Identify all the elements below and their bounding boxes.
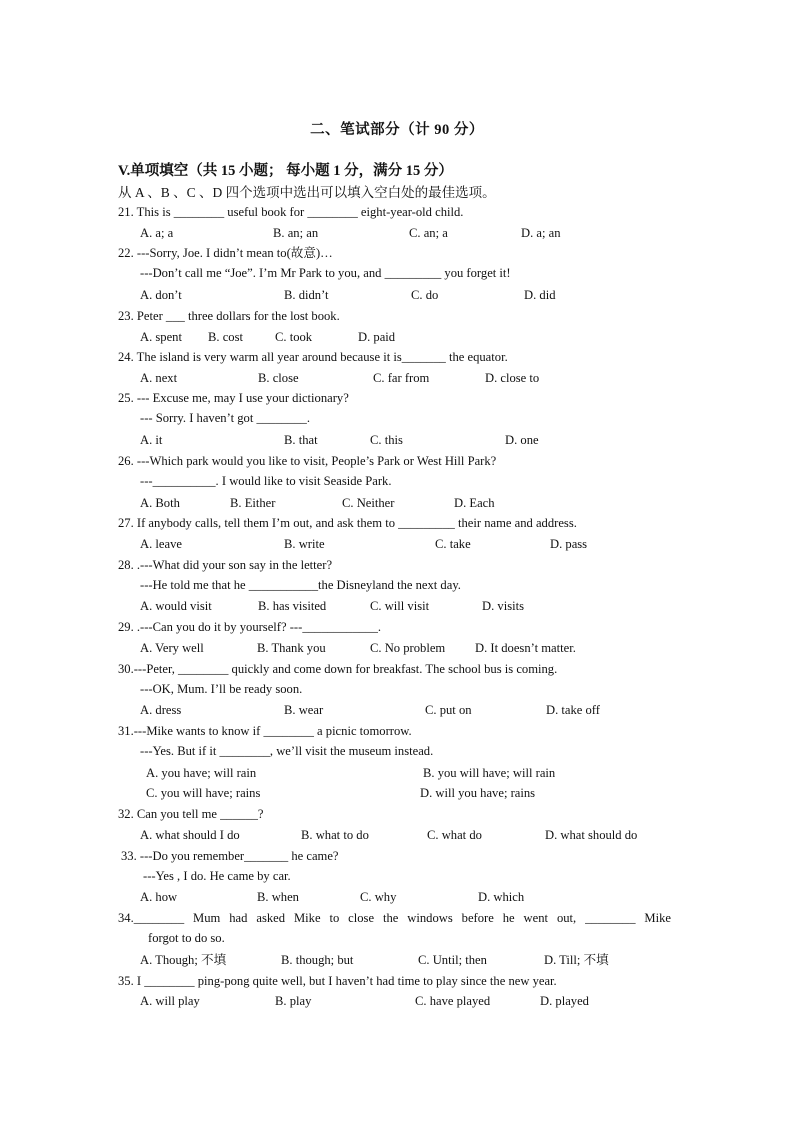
option-a: A. it — [140, 433, 163, 447]
question-stem: 26. ---Which park would you like to visit, People’s Park or West Hill Park? — [118, 454, 497, 468]
option-b: B. has visited — [258, 599, 327, 613]
option-d: D. take off — [546, 703, 600, 717]
option-d: D. pass — [550, 537, 588, 551]
question-stem-line: --- Sorry. I haven’t got ________. — [140, 411, 310, 425]
option-c: C. what do — [427, 828, 482, 842]
option-c: C. Neither — [342, 496, 395, 510]
option-a: A. spent — [140, 330, 182, 344]
option-b: B. what to do — [301, 828, 369, 842]
question-stem-line: ---He told me that he ___________the Disneyland the next day. — [140, 578, 461, 592]
question-stem: 24. The island is very warm all year around because it is_______ the equator. — [118, 350, 508, 364]
option-c: C. far from — [373, 371, 430, 385]
option-a: A. don’t — [140, 288, 182, 302]
option-b: B. that — [284, 433, 318, 447]
option-d: D. did — [524, 288, 556, 302]
option-a: A. a; a — [140, 226, 174, 240]
option-c: C. took — [275, 330, 313, 344]
option-d: D. a; an — [521, 226, 561, 240]
option-b: B. an; an — [273, 226, 319, 240]
option-c: C. will visit — [370, 599, 430, 613]
question-stem: 33. ---Do you remember_______ he came? — [121, 849, 339, 863]
option-d: D. what should do — [545, 828, 638, 842]
question-stem: 23. Peter ___ three dollars for the lost book. — [118, 309, 340, 323]
option-c: C. No problem — [370, 641, 446, 655]
section-instruction: 从 A 、B 、C 、D 四个选项中选出可以填入空白处的最佳选项。 — [118, 185, 496, 200]
option-a: A. Though; 不填 — [140, 953, 227, 967]
option-a: A. how — [140, 890, 178, 904]
question-stem: 35. I ________ ping-pong quite well, but I haven’t had time to play since the new year. — [118, 974, 557, 988]
option-a: A. Very well — [140, 641, 204, 655]
question-stem: 30.---Peter, ________ quickly and come down for breakfast. The school bus is coming. — [118, 662, 558, 676]
option-d: D. It doesn’t matter. — [475, 641, 576, 655]
question-stem: 31.---Mike wants to know if ________ a picnic tomorrow. — [118, 724, 412, 738]
option-c: C. put on — [425, 703, 472, 717]
option-c: C. do — [411, 288, 439, 302]
question-stem-line: ---Yes. But if it ________, we’ll visit the museum instead. — [140, 744, 434, 758]
question-stem: 34.________ Mum had asked Mike to close the windows before he went out, ________ Mike — [118, 911, 671, 925]
option-a: A. Both — [140, 496, 180, 510]
question-stem: 27. If anybody calls, tell them I’m out, and ask them to _________ their name and address. — [118, 516, 577, 530]
option-b: B. wear — [284, 703, 324, 717]
option-b: B. cost — [208, 330, 243, 344]
option-d: D. played — [540, 994, 589, 1008]
option-b: B. you will have; will rain — [423, 766, 556, 780]
question-stem-line: forgot to do so. — [148, 931, 225, 945]
question-stem: 32. Can you tell me ______? — [118, 807, 264, 821]
option-c: C. Until; then — [418, 953, 487, 967]
option-b: B. write — [284, 537, 325, 551]
question-stem-line: ---__________. I would like to visit Seaside Park. — [140, 474, 392, 488]
question-stem: 28. .---What did your son say in the letter? — [118, 558, 333, 572]
question-stem: 25. --- Excuse me, may I use your dictionary? — [118, 391, 349, 405]
option-d: D. Each — [454, 496, 495, 510]
option-a: A. would visit — [140, 599, 212, 613]
option-b: B. close — [258, 371, 299, 385]
option-d: D. will you have; rains — [420, 786, 536, 800]
option-a: A. next — [140, 371, 178, 385]
question-stem: 22. ---Sorry, Joe. I didn’t mean to(故意)… — [118, 246, 333, 260]
option-d: D. visits — [482, 599, 524, 613]
option-b: B. play — [275, 994, 312, 1008]
option-a: A. dress — [140, 703, 182, 717]
option-d: D. paid — [358, 330, 396, 344]
option-d: D. close to — [485, 371, 540, 385]
question-stem: 29. .---Can you do it by yourself? ---____________. — [118, 620, 382, 634]
option-c: C. you will have; rains — [146, 786, 261, 800]
option-c: C. why — [360, 890, 397, 904]
option-a: A. will play — [140, 994, 200, 1008]
option-c: C. an; a — [409, 226, 448, 240]
option-d: D. one — [505, 433, 539, 447]
question-stem-line: ---OK, Mum. I’ll be ready soon. — [140, 682, 303, 696]
option-a: A. you have; will rain — [146, 766, 257, 780]
option-d: D. Till; 不填 — [544, 953, 609, 967]
option-a: A. leave — [140, 537, 182, 551]
page-title: 二、笔试部分（计 90 分） — [310, 122, 484, 138]
option-a: A. what should I do — [140, 828, 240, 842]
question-stem: 21. This is ________ useful book for ________ eight-year-old child. — [118, 205, 464, 219]
option-c: C. take — [435, 537, 471, 551]
option-b: B. when — [257, 890, 299, 904]
option-c: C. have played — [415, 994, 491, 1008]
option-c: C. this — [370, 433, 403, 447]
option-b: B. Either — [230, 496, 276, 510]
question-stem-line: ---Don’t call me “Joe”. I’m Mr Park to you, and _________ you forget it! — [140, 266, 511, 280]
option-d: D. which — [478, 890, 525, 904]
option-b: B. Thank you — [257, 641, 326, 655]
section-heading: V.单项填空（共 15 小题； 每小题 1 分，满分 15 分） — [118, 163, 453, 179]
question-stem-line: ---Yes , I do. He came by car. — [143, 869, 291, 883]
option-b: B. didn’t — [284, 288, 329, 302]
option-b: B. though; but — [281, 953, 354, 967]
